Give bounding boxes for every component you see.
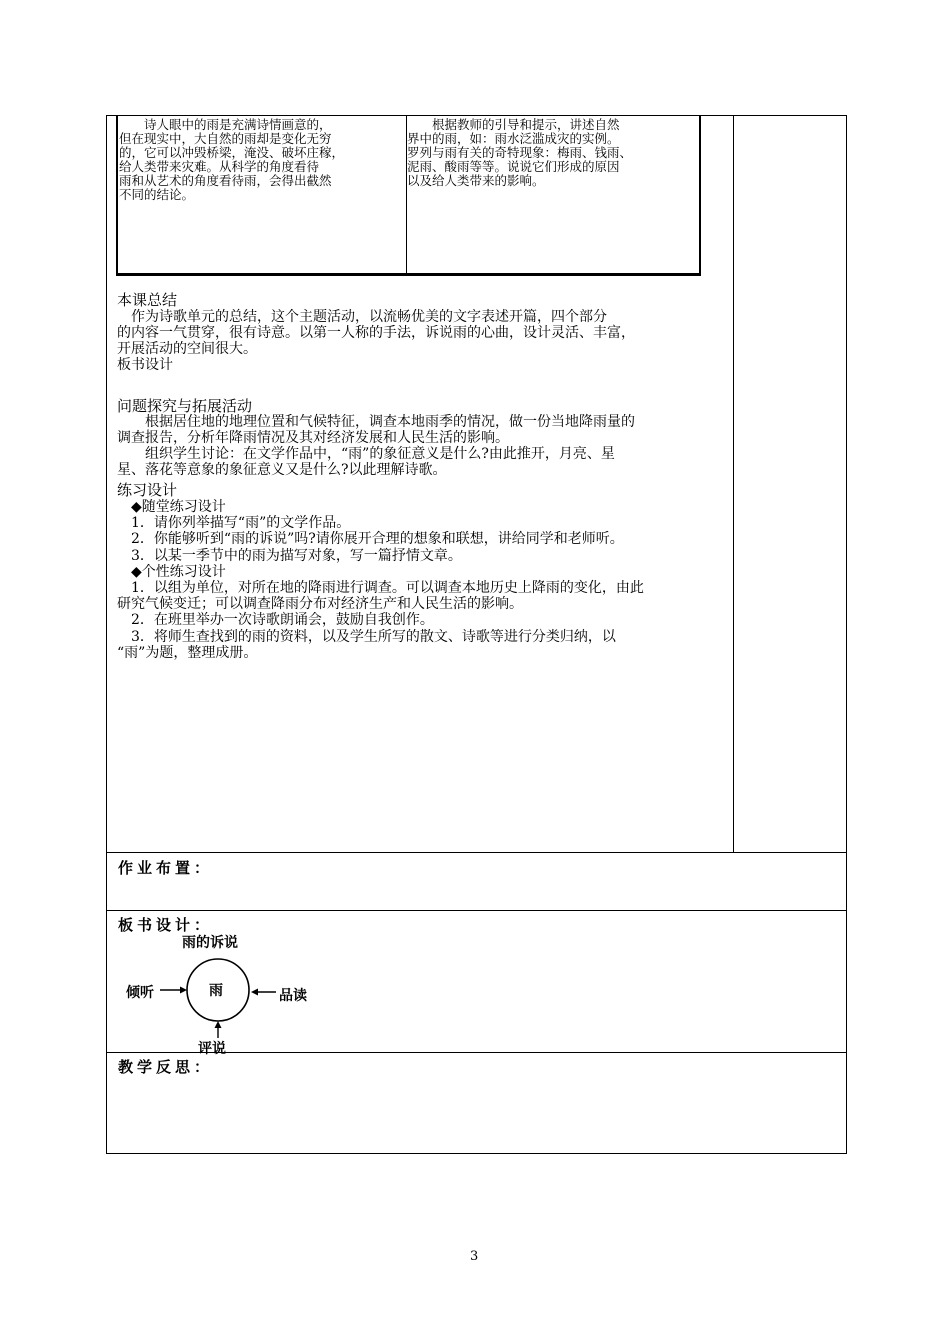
exercise-body-line: 研究气候变迁；可以调查降雨分布对经济生产和人民生活的影响。 [117,596,523,613]
summary-body-line: 作为诗歌单元的总结，这个主题活动，以流畅优美的文字表述开篇，四个部分 [117,309,607,325]
inquiry-body-line: 组织学生讨论：在文学作品中，“雨”的象征意义是什么?由此推开，月亮、星 [117,446,615,462]
exercise-body-line: 3．以某一季节中的雨为描写对象，写一篇抒情文章。 [117,547,462,564]
exercise-body-line: 2．在班里举办一次诗歌朗诵会，鼓励自我创作。 [117,612,434,629]
diagram-left-label: 倾听 [126,985,154,1001]
inquiry-heading: 问题探究与拓展活动 [117,397,253,415]
arrow-left-head [180,987,187,994]
inquiry-body-line: 调查报告，分析年降雨情况及其对经济发展和人民生活的影响。 [117,430,509,446]
exercise-heading: 练习设计 [117,481,178,499]
outer-right-border [846,115,847,1154]
inner-left-line: 但在现实中，大自然的雨却是变化无穷 [119,131,332,146]
summary-body-line: 板书设计 [117,357,173,373]
arrow-bottom-head [215,1021,222,1028]
summary-body-line: 的内容一气贯穿，很有诗意。以第一人称的手法，诉说雨的心曲，设计灵活、丰富， [117,325,635,341]
exercise-body-line: ◆随堂练习设计 [117,499,226,515]
exercise-body-line: ◆个性练习设计 [117,563,226,580]
inner-left-line: 诗人眼中的雨是充满诗情画意的， [119,117,332,132]
exercise-body-line: “雨”为题，整理成册。 [117,644,258,661]
exercise-body-line: 1．以组为单位，对所在地的降雨进行调查。可以调查本地历史上降雨的变化，由此 [117,580,644,596]
row-divider-homework [106,852,847,853]
arrow-right-head [251,989,258,996]
inner-right-line: 罗列与雨有关的奇特现象：梅雨、钱雨、 [407,145,633,160]
exercise-body-line: 2．你能够听到“雨的诉说”吗?请你展开合理的想象和联想，讲给同学和老师听。 [117,531,624,548]
inner-left-line: 给人类带来灾难。从科学的角度看待 [119,159,320,174]
reflection-label: 教学反思： [118,1058,214,1076]
exercise-body-line: 3．将师生查找到的雨的资料，以及学生所写的散文、诗歌等进行分类归纳，以 [117,628,616,645]
inner-right-line: 泥雨、酸雨等等。说说它们形成的原因 [407,159,620,174]
outer-bottom-border [106,1153,847,1154]
inner-right-line: 界中的雨，如：雨水泛滥成灾的实例。 [407,131,620,146]
inner-left-line: 雨和从艺术的角度看待雨，会得出截然 [119,173,332,188]
page-number: 3 [470,1249,479,1264]
inquiry-body-line: 根据居住地的地理位置和气候特征，调查本地雨季的情况，做一份当地降雨量的 [117,414,635,430]
outer-left-border [106,115,107,1154]
column-divider [733,115,734,852]
board-design-label: 板书设计： [118,916,214,934]
inner-right-line: 以及给人类带来的影响。 [407,173,545,188]
inquiry-body-line: 星、落花等意象的象征意义又是什么?以此理解诗歌。 [117,462,447,478]
inner-left-line: 的，它可以冲毁桥梁，淹没、破坏庄稼， [119,145,345,160]
exercise-body-line: 1．请你列举描写“雨”的文学作品。 [117,515,351,532]
inner-left-line: 不同的结论。 [119,187,195,202]
diagram-right-label: 品读 [279,988,307,1004]
row-divider-board [106,910,847,911]
homework-label: 作业布置： [118,859,214,877]
diagram-top-label: 雨的诉说 [182,935,238,951]
diagram-center-label: 雨 [209,983,223,999]
summary-heading: 本课总结 [117,291,178,309]
inner-right-line: 根据教师的引导和提示，讲述自然 [407,117,620,132]
diagram-bottom-label: 评说 [198,1041,226,1057]
summary-body-line: 开展活动的空间很大。 [117,341,257,357]
